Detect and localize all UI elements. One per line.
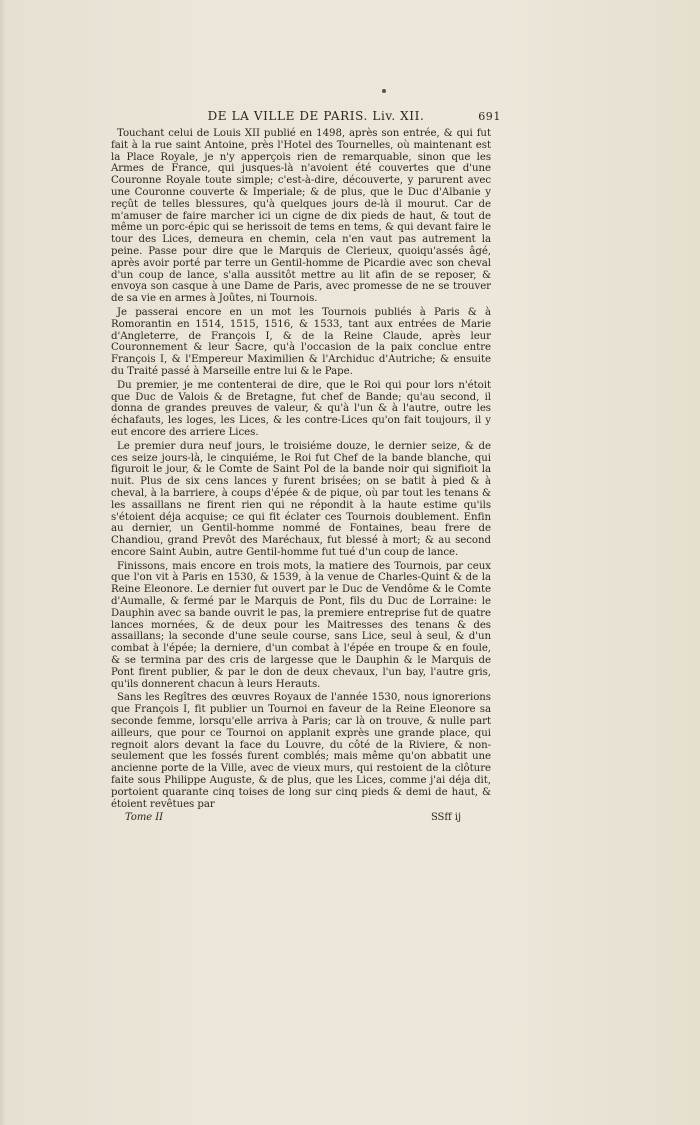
page-text-block	[111, 109, 501, 826]
paragraph: Le premier dura neuf jours, le troisiéme douze, le dernier seize, & de ces seize jours-là, le cinquiéme, le Roi fut Chef de la bande blanche, qui figuroit le jour, & le Comte de Saint Pol de la bande noir qui signifioit la nuit. Plus de six cens lances y furent brisées; on se batit à pied & à cheval, à la barriere, à coups d'épée & de pique, où par tout les tenans & les assaillans ne firent rien qui ne répondit à la haute estime qu'ils s'étoient déja acquise; ce qui fit éclater ces Tournois doublement. Enfin au dernier, un Gentil-homme nommé de Fontaines, beau frere de Chandiou, grand Prevôt des Maréchaux, fut blessé à mort; & au second encore Saint Aubin, autre Gentil-homme fut tué d'un coup de lance.	[111, 440, 491, 558]
page-number: 691	[478, 110, 501, 123]
running-head-title: DE LA VILLE DE PARIS. Liv. XII.	[207, 109, 425, 123]
signature-mark: SSff ij	[430, 812, 461, 824]
paragraph: Touchant celui de Louis XII publié en 1498, après son entrée, & qui fut fait à la rue saint Antoine, près l'Hotel des Tournelles, où maintenant est la Place Royale, je n'y apperçois rien de remarquable, sinon que les Armes de France, qui jusques-là n'avoient été couvertes que d'une Couronne Royale toute simple; c'est-à-dire, découverte, y parurent avec une Couronne couverte & Imperiale; & de plus, que le Duc d'Albanie y reçût de telles blessures, qu'à quelques jours de-là il mourut. Car de m'amuser de faire marcher ici un cigne de dix pieds de haut, & tout de même un porc-épic qui se herissoit de tems en tems, & qui devant faire le tour des Lices, demeura en chemin, cela n'en vaut pas autrement la peine. Passe pour dire que le Marquis de Clerieux, quoiqu'assés âgé, après avoir porté par terre un Gentil-homme de Picardie avec son cheval d'un coup de lance, s'alla aussitôt mettre au lit afin de se reposer, & envoya son casque à une Dame de Paris, avec promesse de ne se trouver de sa vie en armes à Joûtes, ni Tournois.	[111, 128, 491, 305]
running-head	[111, 109, 501, 127]
volume-label: Tome II	[125, 812, 164, 824]
page-footer	[111, 812, 491, 826]
paragraph: Je passerai encore en un mot les Tournois publiés à Paris & à Romorantin en 1514, 1515, 1516, & 1533, tant aux entrées de Marie d'Angleterre, de François I, & de la Reine Claude, après leur Couronnement & leur Sacre, qu'à l'occasion de la paix conclue entre François I, & l'Empereur Maximilien & l'Archiduc d'Autriche; & ensuite du Traité passé à Marseille entre lui & le Pape.	[111, 306, 491, 377]
page-gutter-shadow	[0, 0, 6, 1125]
paragraph: Sans les Regîtres des œuvres Royaux de l'année 1530, nous ignorerions que François I, fit publier un Tournoi en faveur de la Reine Eleonore sa seconde femme, lorsqu'elle arriva à Paris; car là on trouve, & nulle part ailleurs, que pour ce Tournoi on applanit exprès une grande place, qui regnoit alors devant la face du Louvre, du côté de la Riviere, & non-seulement que les fossés furent comblés; mais même qu'on abbatit une ancienne porte de la Ville, avec de vieux murs, qui restoient de la clôture faite sous Philippe Auguste, & de plus, que les Lices, comme j'ai déja dit, portoient quarante cinq toises de long sur cinq pieds & demi de haut, & étoient revêtues par	[111, 692, 491, 810]
paragraph: Finissons, mais encore en trois mots, la matiere des Tournois, par ceux que l'on vit à Paris en 1530, & 1539, à la venue de Charles-Quint & de la Reine Eleonore. Le dernier fut ouvert par le Duc de Vendôme & le Comte d'Aumalle, & fermé par le Marquis de Pont, fils du Duc de Lorraine: le Dauphin avec sa bande ouvrit le pas, la premiere entreprise fut de quatre lances mornées, & de deux pour les Maitresses des tenans & des assaillans; la seconde d'une seule course, sans Lice, seul à seul, & d'un combat à l'épée; la derniere, d'un combat à l'épée en troupe & en foule, & se termina par des cris de largesse que le Dauphin & le Marquis de Pont firent publier, & par le don de deux chevaux, l'un bay, l'autre gris, qu'ils donnerent chacun à leurs Herauts.	[111, 560, 491, 690]
ink-mark	[382, 89, 386, 93]
paragraph: Du premier, je me contenterai de dire, que le Roi qui pour lors n'étoit que Duc de Valois & de Bretagne, fut chef de Bande; qu'au second, il donna de grandes preuves de valeur, & qu'à l'un & à l'autre, outre les échafauts, les loges, les Lices, & les contre-Lices qu'on fait toujours, il y eut encore des arriere Lices.	[111, 379, 491, 438]
